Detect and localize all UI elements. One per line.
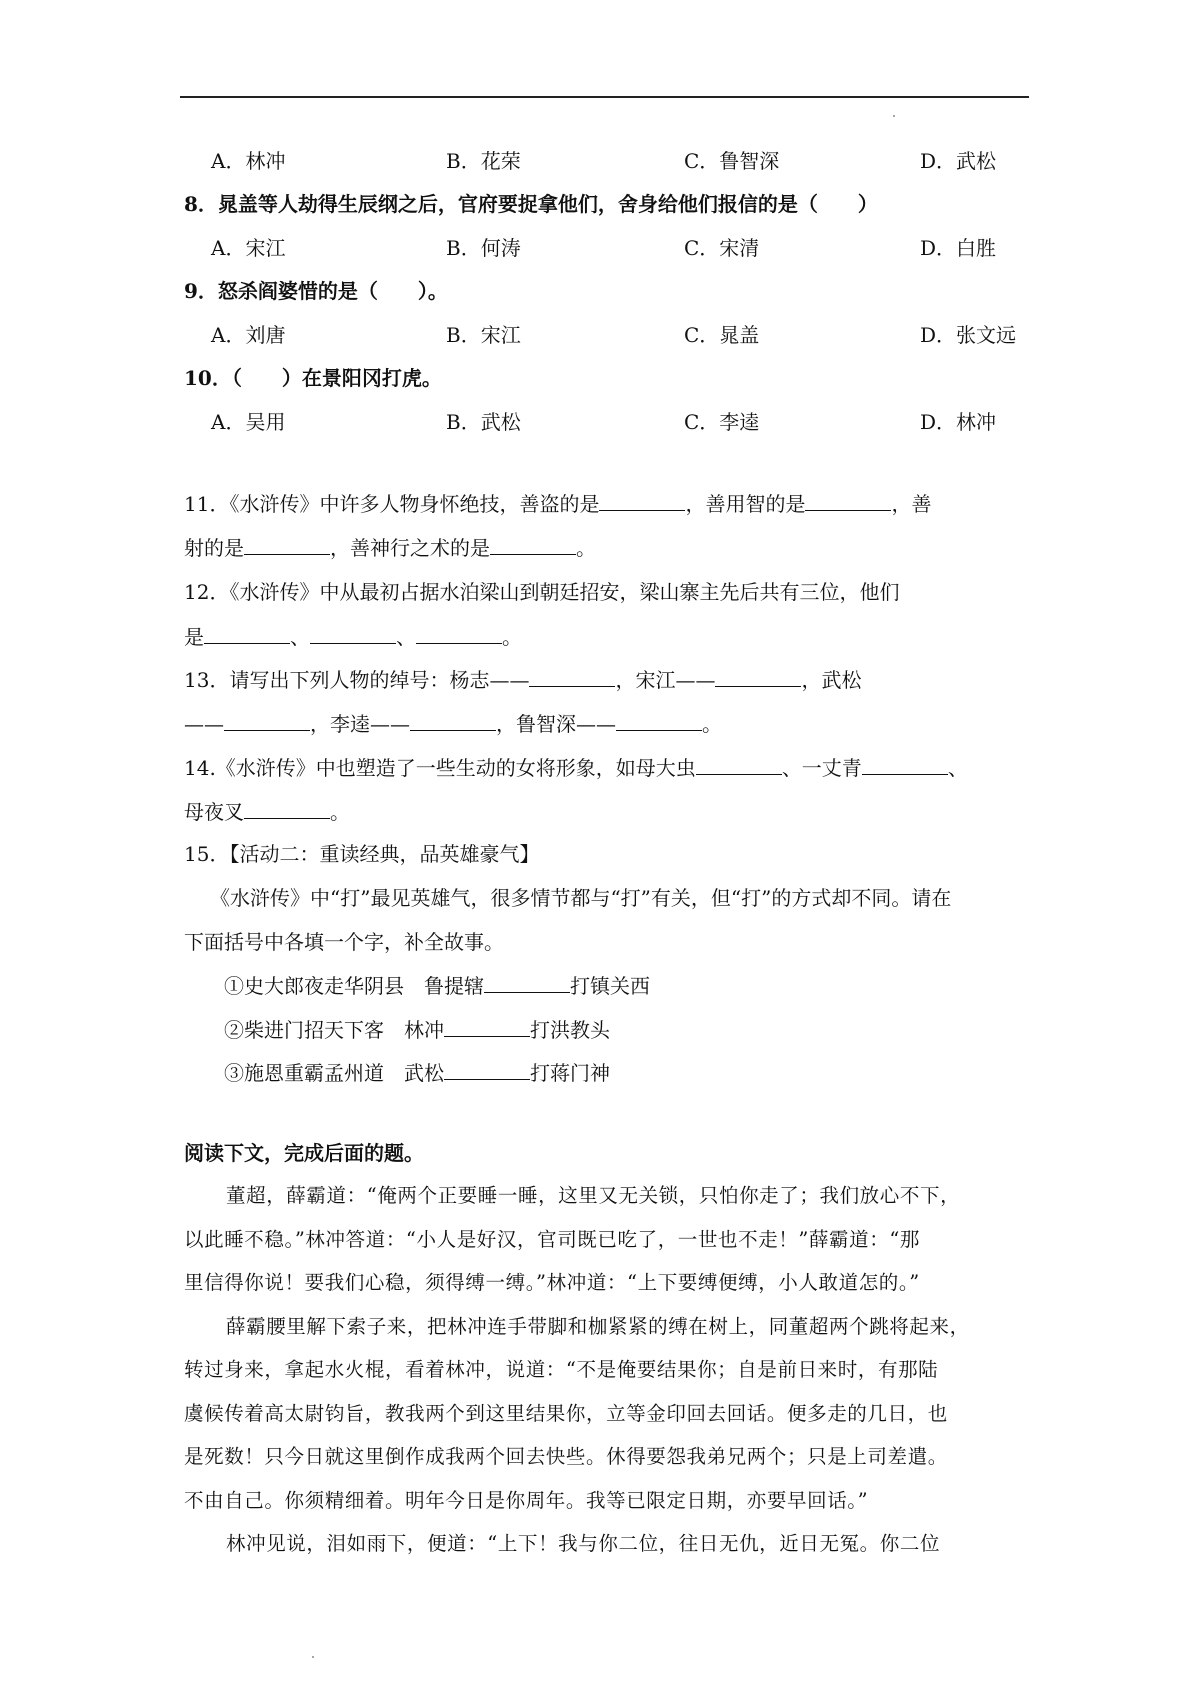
scan-speck xyxy=(312,1656,314,1658)
passage-line: 虞候传着高太尉钧旨，教我两个到这里结果你，立等金印回去回话。便多走的几日，也 xyxy=(184,1402,948,1425)
scan-speck xyxy=(893,115,895,117)
passage-line: 里信得你说！要我们心稳，须得缚一缚。”林冲道：“上下要缚便缚，小人敢道怎的。” xyxy=(184,1271,920,1294)
answer-blank[interactable] xyxy=(696,752,782,775)
answer-blank[interactable] xyxy=(616,708,702,731)
answer-blank[interactable] xyxy=(484,970,570,993)
option-a[interactable]: A．林冲 xyxy=(211,149,286,173)
question-15-intro-1: 《水浒传》中“打”最见英雄气，很多情节都与“打”有关，但“打”的方式却不同。请在 xyxy=(210,886,952,910)
q12-text: 是 xyxy=(184,625,204,649)
q12-text: 12．《水浒传》中从最初占据水泊梁山到朝廷招安，梁山寨主先后共有三位，他们 xyxy=(184,580,900,604)
q13-text: ，李逵—— xyxy=(310,712,410,736)
passage-line: 不由自己。你须精细着。明年今日是你周年。我等已限定日期，亦要早回话。” xyxy=(184,1489,869,1512)
option-d[interactable]: D．白胜 xyxy=(920,236,997,260)
q14-text: 、 xyxy=(947,756,968,780)
question-15-intro-2: 下面括号中各填一个字，补全故事。 xyxy=(184,930,504,954)
q15-item-3 xyxy=(224,1057,610,1088)
q15-item-text: 打镇关西 xyxy=(570,974,650,998)
question-11-line-2 xyxy=(184,532,596,563)
question-8 xyxy=(0,189,1200,219)
option-d[interactable]: D．张文远 xyxy=(920,323,1017,347)
passage-line: 林冲见说，泪如雨下，便道：“上下！我与你二位，往日无仇，近日无冤。你二位 xyxy=(226,1532,941,1555)
question-12-line-2 xyxy=(184,621,522,652)
q7-options xyxy=(0,146,1200,176)
q11-text: 。 xyxy=(576,536,596,560)
passage-line: 薛霸腰里解下索子来，把林冲连手带脚和枷紧紧的缚在树上，同董超两个跳将起来， xyxy=(226,1315,970,1338)
question-10-stem: 10．（ ）在景阳冈打虎。 xyxy=(184,366,442,390)
q15-item-text: ③施恩重霸孟州道 武松 xyxy=(224,1061,444,1085)
passage-line: 是死数！只今日就这里倒作成我两个回去快些。休得要怨我弟兄两个；只是上司差遣。 xyxy=(184,1445,948,1468)
question-11-line-1 xyxy=(184,488,931,519)
answer-blank[interactable] xyxy=(715,664,801,687)
answer-blank[interactable] xyxy=(310,621,396,644)
q13-text: ，武松 xyxy=(801,668,862,692)
option-b[interactable]: B．何涛 xyxy=(446,236,521,260)
option-a[interactable]: A．刘唐 xyxy=(211,323,286,347)
option-a[interactable]: A．吴用 xyxy=(211,410,286,434)
option-c[interactable]: C．鲁智深 xyxy=(684,149,780,173)
q14-text: 。 xyxy=(330,800,350,824)
passage-line: 以此睡不稳。”林冲答道：“小人是好汉，官司既已吃了，一世也不走！”薛霸道：“那 xyxy=(184,1228,921,1251)
answer-blank[interactable] xyxy=(244,796,330,819)
q11-text: ，善用智的是 xyxy=(685,492,806,516)
answer-blank[interactable] xyxy=(224,708,310,731)
answer-blank[interactable] xyxy=(862,752,948,775)
q8-options xyxy=(0,233,1200,263)
q13-text: 13．请写出下列人物的绰号：杨志—— xyxy=(184,668,530,692)
option-a[interactable]: A．宋江 xyxy=(211,236,286,260)
q10-options xyxy=(0,407,1200,437)
question-12-line-1 xyxy=(184,577,899,607)
answer-blank[interactable] xyxy=(529,664,615,687)
answer-blank[interactable] xyxy=(444,1014,530,1037)
question-15-title: 15．【活动二：重读经典，品英雄豪气】 xyxy=(184,842,540,866)
option-c[interactable]: C．李逵 xyxy=(684,410,760,434)
option-b[interactable]: B．花荣 xyxy=(446,149,521,173)
answer-blank[interactable] xyxy=(410,708,496,731)
passage-line: 董超，薛霸道：“俺两个正要睡一睡，这里又无关锁，只怕你走了；我们放心不下， xyxy=(226,1184,961,1207)
answer-blank[interactable] xyxy=(805,488,891,511)
q11-text: ，善神行之术的是 xyxy=(330,536,490,560)
answer-blank[interactable] xyxy=(599,488,685,511)
option-b[interactable]: B．宋江 xyxy=(446,323,521,347)
q13-text: 。 xyxy=(702,712,722,736)
answer-blank[interactable] xyxy=(244,532,330,555)
header-rule xyxy=(180,96,1029,98)
answer-blank[interactable] xyxy=(444,1057,530,1080)
q13-text: ，鲁智深—— xyxy=(496,712,616,736)
option-d[interactable]: D．林冲 xyxy=(920,410,997,434)
q11-text: 射的是 xyxy=(184,536,244,560)
q15-item-text: 打洪教头 xyxy=(530,1018,610,1042)
q13-text: —— xyxy=(184,712,224,736)
option-c[interactable]: C．晁盖 xyxy=(684,323,760,347)
option-c[interactable]: C．宋清 xyxy=(684,236,760,260)
q15-item-text: ②柴进门招天下客 林冲 xyxy=(224,1018,444,1042)
answer-blank[interactable] xyxy=(204,621,290,644)
option-d[interactable]: D．武松 xyxy=(920,149,997,173)
question-9 xyxy=(0,276,1200,306)
q14-text: 母夜叉 xyxy=(184,800,244,824)
q15-item-text: ①史大郎夜走华阴县 鲁提辖 xyxy=(224,974,484,998)
q11-text: 11．《水浒传》中许多人物身怀绝技，善盗的是 xyxy=(184,492,600,516)
reading-heading: 阅读下文，完成后面的题。 xyxy=(184,1141,424,1165)
q14-text: 、一丈青 xyxy=(781,756,862,780)
q12-text: 。 xyxy=(502,625,522,649)
separator: 、 xyxy=(290,625,310,649)
q15-item-text: 打蒋门神 xyxy=(530,1061,610,1085)
q13-text: ，宋江—— xyxy=(615,668,716,692)
option-b[interactable]: B．武松 xyxy=(446,410,521,434)
question-10 xyxy=(0,363,1200,393)
separator: 、 xyxy=(396,625,416,649)
question-14-line-1 xyxy=(184,752,968,783)
answer-blank[interactable] xyxy=(490,532,576,555)
question-13-line-1 xyxy=(184,664,861,695)
q9-options xyxy=(0,320,1200,350)
question-13-line-2 xyxy=(184,708,722,739)
q11-text: ，善 xyxy=(891,492,932,516)
answer-blank[interactable] xyxy=(416,621,502,644)
question-14-line-2 xyxy=(184,796,350,827)
q14-text: 14.《水浒传》中也塑造了一些生动的女将形象，如母大虫 xyxy=(184,756,696,780)
question-8-stem: 8．晁盖等人劫得生辰纲之后，官府要捉拿他们，舍身给他们报信的是（ ） xyxy=(184,192,878,216)
q15-item-1 xyxy=(224,970,650,1001)
q15-item-2 xyxy=(224,1014,610,1045)
passage-line: 转过身来，拿起水火棍，看着林冲，说道：“不是俺要结果你；自是前日来时，有那陆 xyxy=(184,1358,939,1381)
question-9-stem: 9．怒杀阎婆惜的是（ ）。 xyxy=(184,279,448,303)
